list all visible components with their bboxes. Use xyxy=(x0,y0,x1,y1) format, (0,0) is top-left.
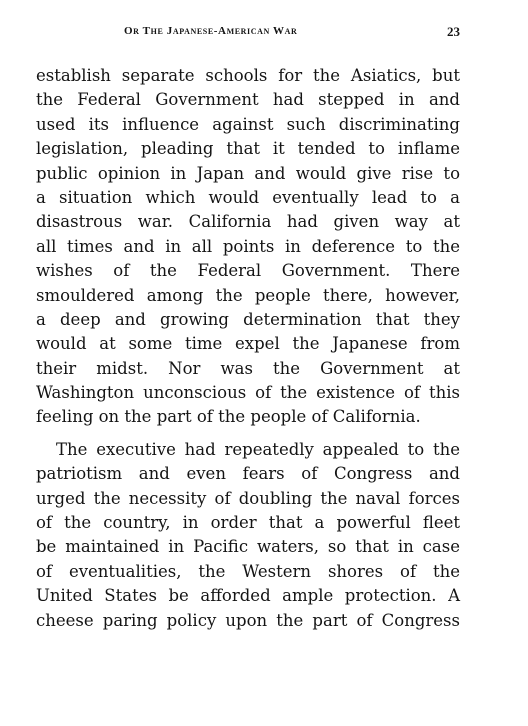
text-line: United States be afforded ample protection. A xyxy=(36,586,460,606)
text-line: disastrous war. California had given way at xyxy=(36,212,460,232)
text-line: establish separate schools for the Asiatics, but xyxy=(36,66,460,85)
paragraph-2 xyxy=(36,438,460,633)
text-line: a deep and growing determination that they xyxy=(36,309,460,329)
text-line: a situation which would eventually lead to a xyxy=(36,187,460,207)
text-line: of eventualities, the Western shores of the xyxy=(36,561,460,581)
text-line: of the country, in order that a powerful fleet xyxy=(36,513,460,533)
text-line: the Federal Government had stepped in and xyxy=(36,90,460,110)
paragraph-1 xyxy=(36,64,460,430)
text-line: smouldered among the people there, however, xyxy=(36,285,460,305)
text-line: patriotism and even fears of Congress and xyxy=(36,464,460,484)
body-text xyxy=(36,64,460,633)
text-line: urged the necessity of doubling the naval forces xyxy=(36,488,460,508)
running-head-title: Or The Japanese-American War xyxy=(124,25,298,37)
text-line: used its influence against such discriminating xyxy=(36,114,460,134)
text-line: legislation, pleading that it tended to inflame xyxy=(36,139,460,159)
text-line: The executive had repeatedly appealed to the xyxy=(56,439,460,459)
text-line: all times and in all points in deference to the xyxy=(36,236,460,256)
text-line: their midst. Nor was the Government at xyxy=(36,358,460,378)
text-line: wishes of the Federal Government. There xyxy=(36,261,460,281)
text-line: cheese paring policy upon the part of Congress xyxy=(36,610,460,630)
running-head xyxy=(36,25,460,43)
text-line: be maintained in Pacific waters, so that in case xyxy=(36,537,460,557)
text-line: public opinion in Japan and would give rise to xyxy=(36,163,460,183)
text-line: would at some time expel the Japanese from xyxy=(36,334,460,354)
text-line: feeling on the part of the people of California. xyxy=(36,407,421,427)
text-line: Washington unconscious of the existence of this xyxy=(36,383,460,403)
page-number: 23 xyxy=(447,24,460,39)
